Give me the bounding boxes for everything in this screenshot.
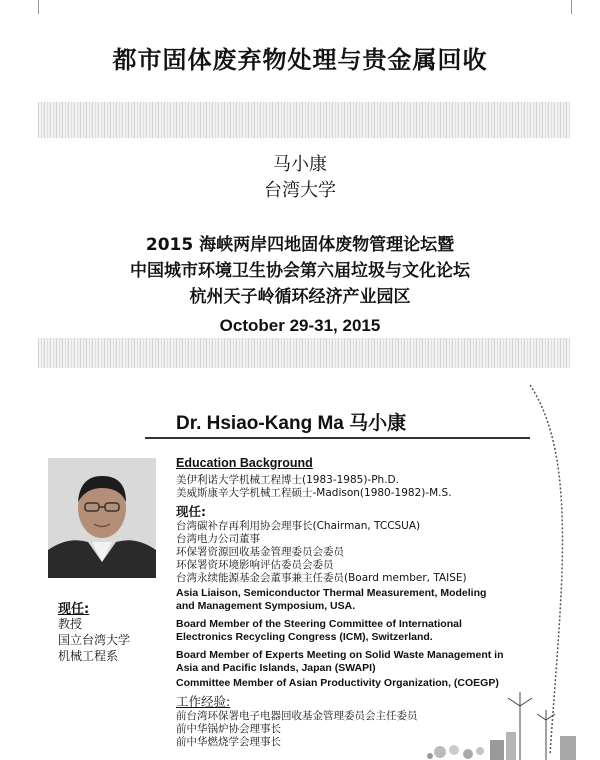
scan-noise-band xyxy=(38,102,570,138)
position-line: 台湾碳补存再利用协会理事长(Chairman, TCCSUA) xyxy=(176,520,421,532)
position-line-en: Board Member of Experts Meeting on Solid Waste Management in xyxy=(176,649,504,661)
speaker-affiliation: 台湾大学 xyxy=(264,180,336,201)
position-line: 台湾永续能源基金会董事兼主任委员(Board member, TAISE) xyxy=(176,572,467,584)
current-title-left: 现任: xyxy=(58,602,90,617)
name-underline xyxy=(145,437,530,439)
education-line: 美伊利诺大学机械工程博士(1983-1985)-Ph.D. xyxy=(176,474,399,486)
eco-illustration xyxy=(420,672,580,760)
position-line-en: and Management Symposium, USA. xyxy=(176,600,356,612)
position-line-en: Electronics Recycling Congress (ICM), Switzerland. xyxy=(176,631,433,643)
profile-name-en: Dr. Hsiao-Kang Ma xyxy=(176,413,344,434)
event-date: October 29-31, 2015 xyxy=(219,316,381,335)
scan-noise-band xyxy=(38,338,570,368)
forum-line: 中国城市环境卫生协会第六届垃圾与文化论坛 xyxy=(130,261,470,281)
position-line-en: Committee Member of Asian Productivity Organization, (COEGP) xyxy=(176,677,499,689)
experience-heading: 工作经验: xyxy=(176,694,231,709)
left-line: 教授 xyxy=(58,617,83,631)
profile-name xyxy=(176,408,406,435)
forum-line: 2015 海峡两岸四地固体废物管理论坛暨 xyxy=(145,235,455,255)
education-heading: Education Background xyxy=(176,456,313,470)
page-title: 都市固体废弃物处理与贵金属回收 xyxy=(112,46,488,74)
left-line: 国立台湾大学 xyxy=(58,633,131,647)
portrait-icon xyxy=(48,458,156,578)
position-line-en: Asia and Pacific Islands, Japan (SWAPI) xyxy=(176,662,376,674)
page-frame-top xyxy=(38,0,572,14)
position-line-en: Asia Liaison, Semiconductor Thermal Measurement, Modeling xyxy=(176,587,487,599)
forum-block xyxy=(0,232,600,310)
speaker-name: 马小康 xyxy=(273,154,327,175)
education-line: 美威斯康辛大学机械工程硕士-Madison(1980-1982)-M.S. xyxy=(176,487,452,499)
left-line: 机械工程系 xyxy=(58,649,119,663)
profile-name-cn: 马小康 xyxy=(349,412,407,434)
experience-line: 前台湾环保署电子电器回收基金管理委员会主任委员 xyxy=(176,710,418,722)
portrait-photo xyxy=(48,458,156,578)
speaker-block xyxy=(0,152,600,204)
experience-line: 前中华锅炉协会理事长 xyxy=(176,723,281,735)
position-line: 环保署资环境影响评估委员会委员 xyxy=(176,559,334,571)
position-line: 环保署资源回收基金管理委员会委员 xyxy=(176,546,344,558)
position-line: 台湾电力公司董事 xyxy=(176,533,260,545)
experience-line: 前中华燃烧学会理事长 xyxy=(176,736,281,748)
forum-line: 杭州天子岭循环经济产业园区 xyxy=(189,287,411,307)
position-line-en: Board Member of the Steering Committee of International xyxy=(176,618,462,630)
current-heading: 现任: xyxy=(176,504,206,519)
